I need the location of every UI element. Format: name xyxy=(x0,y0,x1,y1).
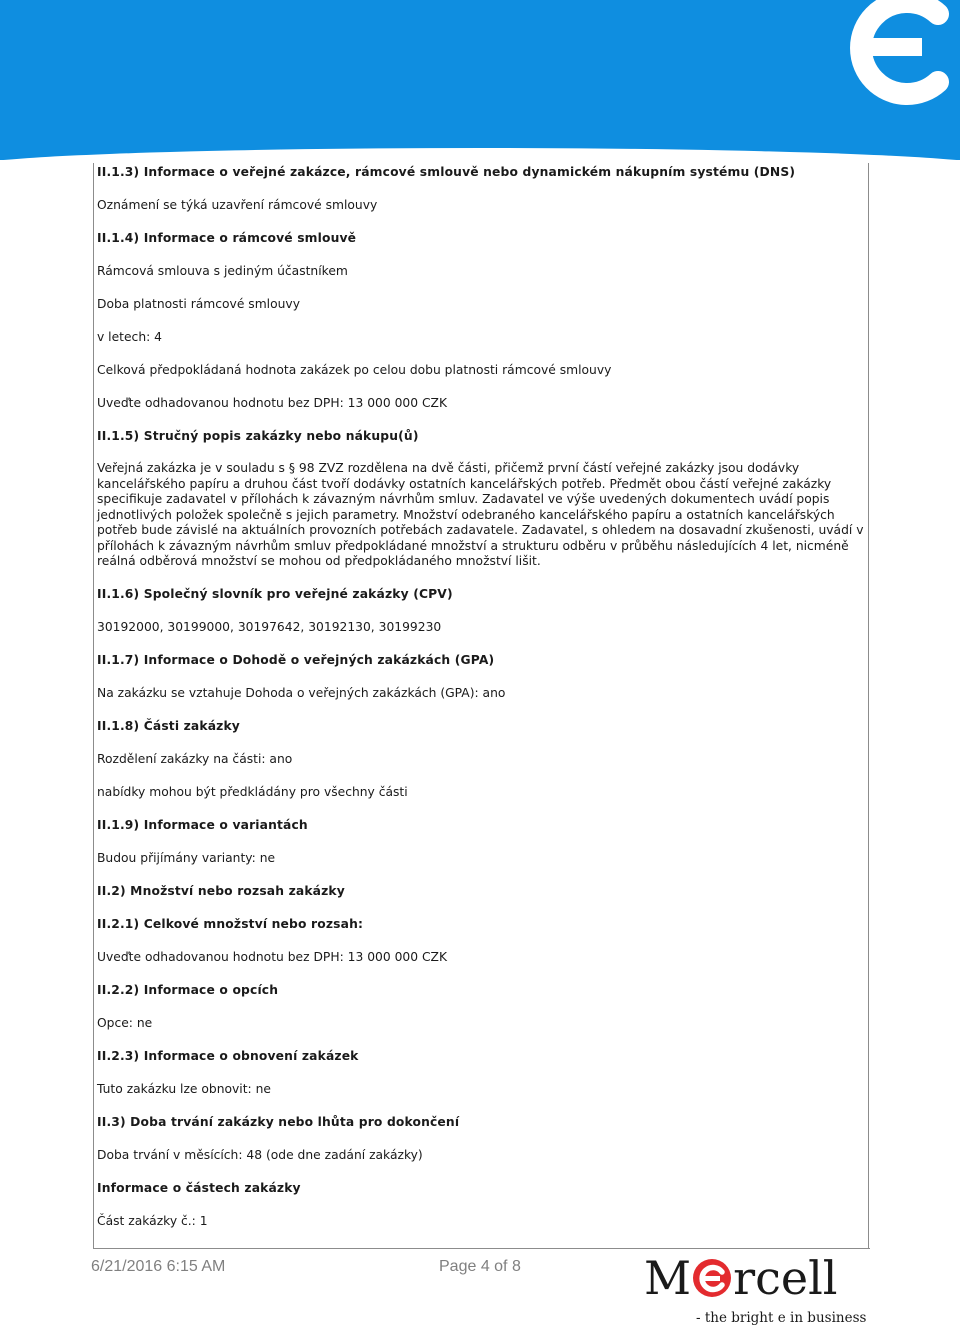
section-text: Uveďte odhadovanou hodnotu bez DPH: 13 000 000 CZK xyxy=(97,396,448,410)
section-text: nabídky mohou být předkládány pro všechny části xyxy=(97,784,408,799)
footer-date: 6/21/2016 6:15 AM xyxy=(91,1258,226,1275)
section-heading: II.1.4) Informace o rámcové smlouvě xyxy=(97,231,357,245)
section-heading: II.1.3) Informace o veřejné zakázce, rámcové smlouvě nebo dynamickém nákupním systému (DNS) xyxy=(97,165,796,179)
cpv-codes: 30192000, 30199000, 30197642, 30192130, 30199230 xyxy=(97,619,442,634)
section-text: Budou přijímány varianty: ne xyxy=(97,850,276,865)
brand-tagline: - the bright e in business xyxy=(696,1310,867,1326)
section-text: Část zakázky č.: 1 xyxy=(97,1213,208,1228)
section-heading: II.3) Doba trvání zakázky nebo lhůta pro dokončení xyxy=(97,1114,460,1129)
marcell-brand-logo xyxy=(640,1253,868,1329)
section-text: Tuto zakázku lze obnovit: ne xyxy=(97,1081,271,1096)
section-heading: II.2.3) Informace o obnovení zakázek xyxy=(97,1048,359,1063)
section-text: Opce: ne xyxy=(97,1015,153,1030)
section-text: Rozdělení zakázky na části: ano xyxy=(97,751,293,766)
frame-right-line xyxy=(868,163,869,1249)
brand-prefix: M xyxy=(644,1251,692,1305)
section-heading: II.1.9) Informace o variantách xyxy=(97,817,308,832)
section-heading: II.1.6) Společný slovník pro veřejné zakázky (CPV) xyxy=(97,586,453,601)
section-heading: II.1.8) Části zakázky xyxy=(97,718,240,733)
footer-page-number: Page 4 of 8 xyxy=(439,1258,521,1275)
footer-divider xyxy=(93,1248,870,1249)
section-heading: Informace o částech zakázky xyxy=(97,1180,301,1195)
section-heading: II.2.1) Celkové množství nebo rozsah: xyxy=(97,916,364,931)
brand-wordmark xyxy=(644,1251,838,1305)
section-heading: II.1.5) Stručný popis zakázky nebo nákupu(ů) xyxy=(97,429,419,443)
section-text: Na zakázku se vztahuje Dohoda o veřejných zakázkách (GPA): ano xyxy=(97,685,506,700)
document-body xyxy=(97,165,867,1247)
brand-e-icon xyxy=(692,1258,732,1298)
section-text: Rámcová smlouva s jediným účastníkem xyxy=(97,264,348,278)
frame-left-line xyxy=(93,163,94,1249)
brand-suffix: rcell xyxy=(733,1251,838,1305)
section-text: Oznámení se týká uzavření rámcové smlouvy xyxy=(97,198,378,212)
header-curve xyxy=(0,148,960,160)
section-heading: II.2.2) Informace o opcích xyxy=(97,982,279,997)
section-text: Doba platnosti rámcové smlouvy xyxy=(97,297,300,311)
section-text: Doba trvání v měsících: 48 (ode dne zadání zakázky) xyxy=(97,1147,423,1162)
section-text: v letech: 4 xyxy=(97,330,162,344)
section-text: Celková předpokládaná hodnota zakázek po celou dobu platnosti rámcové smlouvy xyxy=(97,363,612,377)
section-heading: II.2) Množství nebo rozsah zakázky xyxy=(97,883,345,898)
section-heading: II.1.7) Informace o Dohodě o veřejných zakázkách (GPA) xyxy=(97,652,495,667)
section-text: Uveďte odhadovanou hodnotu bez DPH: 13 000 000 CZK xyxy=(97,949,448,964)
header-band xyxy=(0,0,960,160)
marcell-e-logo-icon xyxy=(842,0,952,110)
description-paragraph: Veřejná zakázka je v souladu s § 98 ZVZ rozdělena na dvě části, přičemž první částí veřejné zakázky jsou dodávky kancelářského papíru a druhou část tvoří dodávky ostatních kancelářských potřeb. Předmět obou částí veřejné zakázky specifikuje zadavatel v přílohách k závazným návrhům smluv. Zadavatel ve výše uvedených dokumentech uvádí popis jednotlivých položek společně s jejich parametry. Množství odebraného kancelářského papíru a ostatních kancelářských potřeb bude závislé na aktuálních provozních potřebách zadavatele. Zadavatel, s ohledem na dosavadní zkušenosti, uvádí v přílohách k závazným návrhům smluv předpokládané množství a strukturu odběru v průběhu následujících 4 let, nicméně reálná odběrová množství se mohou od předpokládaného množství lišit. xyxy=(97,461,864,568)
